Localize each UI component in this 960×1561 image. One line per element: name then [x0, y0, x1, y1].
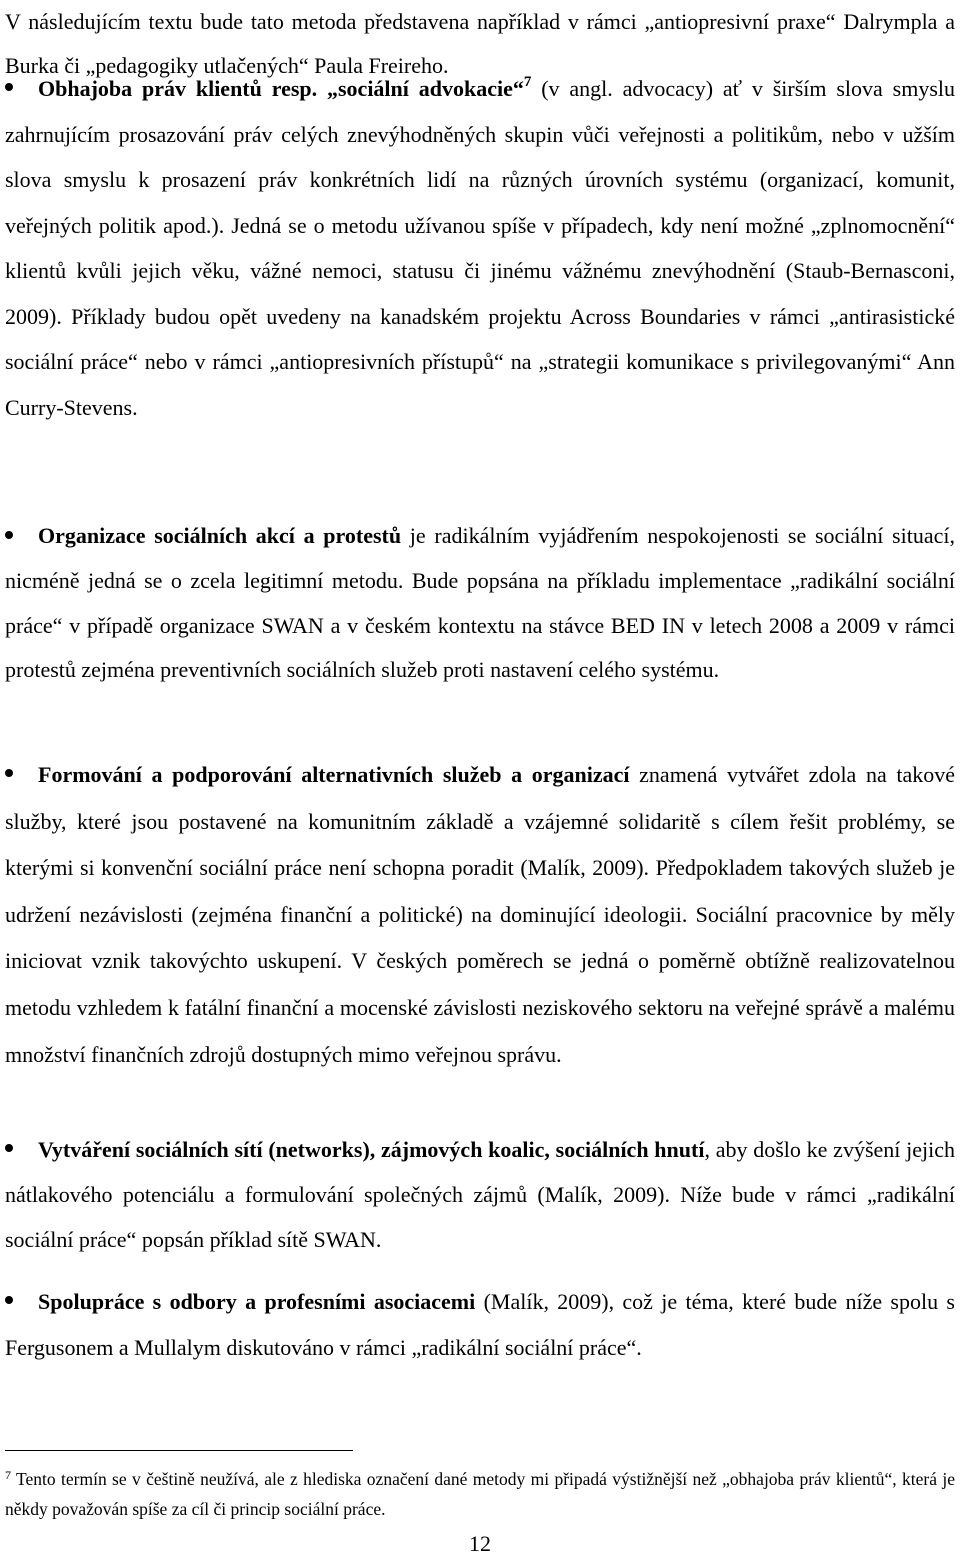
bullet-term: Obhajoba práv klientů resp. „sociální advokacie“ — [38, 76, 524, 101]
bullet-paragraph — [5, 1279, 955, 1371]
bullet-term: Spolupráce s odbory a profesními asociacemi — [38, 1289, 476, 1314]
footnote-divider — [5, 1450, 353, 1451]
footnote-reference[interactable]: 7 — [523, 74, 532, 90]
bullet-item-networks — [5, 1127, 955, 1263]
bullet-paragraph — [5, 1127, 955, 1263]
bullet-paragraph — [5, 66, 955, 430]
bullet-text: (v angl. advocacy) ať v širším slova smyslu zahrnujícím prosazování práv celých znevýhodněných skupin vůči veřejnosti a politikům, nebo v užším slova smyslu k prosazení práv konkrétních lidí na různých úrovních systému (organizací, komunit, veřejných politik apod.). Jedná se o metodu užívanou spíše v případech, kdy není možné „zplnomocnění“ klientů kvůli jejich věku, vážné nemoci, statusu či jinému vážnému znevýhodnění (Staub-Bernasconi, 2009). Příklady budou opět uvedeny na kanadském projektu Across Boundaries v rámci „antirasistické sociální práce“ nebo v rámci „antiopresivních přístupů“ na „strategii komunikace s privilegovanými“ Ann Curry-Stevens. — [5, 76, 956, 420]
bullet-paragraph — [5, 514, 955, 693]
footnote-number: 7 — [5, 1468, 11, 1482]
footnote — [5, 1464, 955, 1524]
bullet-term: Formování a podporování alternativních služeb a organizací — [38, 762, 630, 787]
bullet-item-protests — [5, 514, 955, 693]
footnote-paragraph — [5, 1464, 955, 1524]
bullet-item-alternative-services — [5, 752, 955, 1078]
bullet-text: je radikálním vyjádřením nespokojenosti se sociální situací, nicméně jedná se o zcela legitimní metodu. Bude popsána na příkladu implementace „radikální sociální práce“ v případě organizace SWAN a v českém kontextu na stávce BED IN v letech 2008 a 2009 v rámci protestů zejména preventivních sociálních služeb proti nastavení celého systému. — [5, 523, 955, 683]
bullet-text: (Malík, 2009), což je téma, které bude níže spolu s Fergusonem a Mullalym diskutováno v rámci „radikální sociální práce“. — [5, 1289, 955, 1360]
bullet-dot-icon — [5, 83, 13, 91]
bullet-paragraph — [5, 752, 955, 1078]
bullet-term: Vytváření sociálních sítí (networks), zájmových koalic, sociálních hnutí — [38, 1137, 705, 1162]
bullet-text: znamená vytvářet zdola na takové služby, které jsou postavené na komunitním základě a vzájemné solidaritě s cílem řešit problémy, se kterými si konvenční sociální práce není schopna poradit (Malík, 2009). Předpokladem takových služeb je udržení nezávislosti (zejména finanční a politické) na dominující ideologii. Sociální pracovnice by měly iniciovat vznik takovýchto uskupení. V českých poměrech se jedná o poměrně obtížně realizovatelnou metodu vzhledem k fatální finanční a mocenské závislosti neziskového sektoru na veřejné správě a malému množství finančních zdrojů dostupných mimo veřejnou správu. — [5, 762, 955, 1067]
bullet-dot-icon — [5, 1144, 13, 1152]
bullet-item-unions — [5, 1279, 955, 1371]
page-number: 12 — [469, 1531, 491, 1556]
bullet-text: , aby došlo ke zvýšení jejich nátlakového potenciálu a formulování společných zájmů (Malík, 2009). Níže bude v rámci „radikální sociální práce“ popsán příklad sítě SWAN. — [5, 1137, 955, 1253]
bullet-item-advocacy — [5, 66, 955, 430]
footnote-text: Tento termín se v češtině neužívá, ale z hlediska označení dané metody mi připadá výstižnější než „obhajoba práv klientů“, která je někdy považován spíše za cíl či princip sociální práce. — [5, 1469, 955, 1519]
intro-text: V následujícím textu bude tato metoda představena například v rámci „antiopresivní praxe“ Dalrympla a Burka či „pedagogiky utlačených“ Paula Freireho. — [5, 9, 955, 78]
bullet-dot-icon — [5, 1296, 13, 1304]
bullet-dot-icon — [5, 769, 13, 777]
bullet-term: Organizace sociálních akcí a protestů — [38, 523, 402, 548]
bullet-dot-icon — [5, 531, 13, 539]
